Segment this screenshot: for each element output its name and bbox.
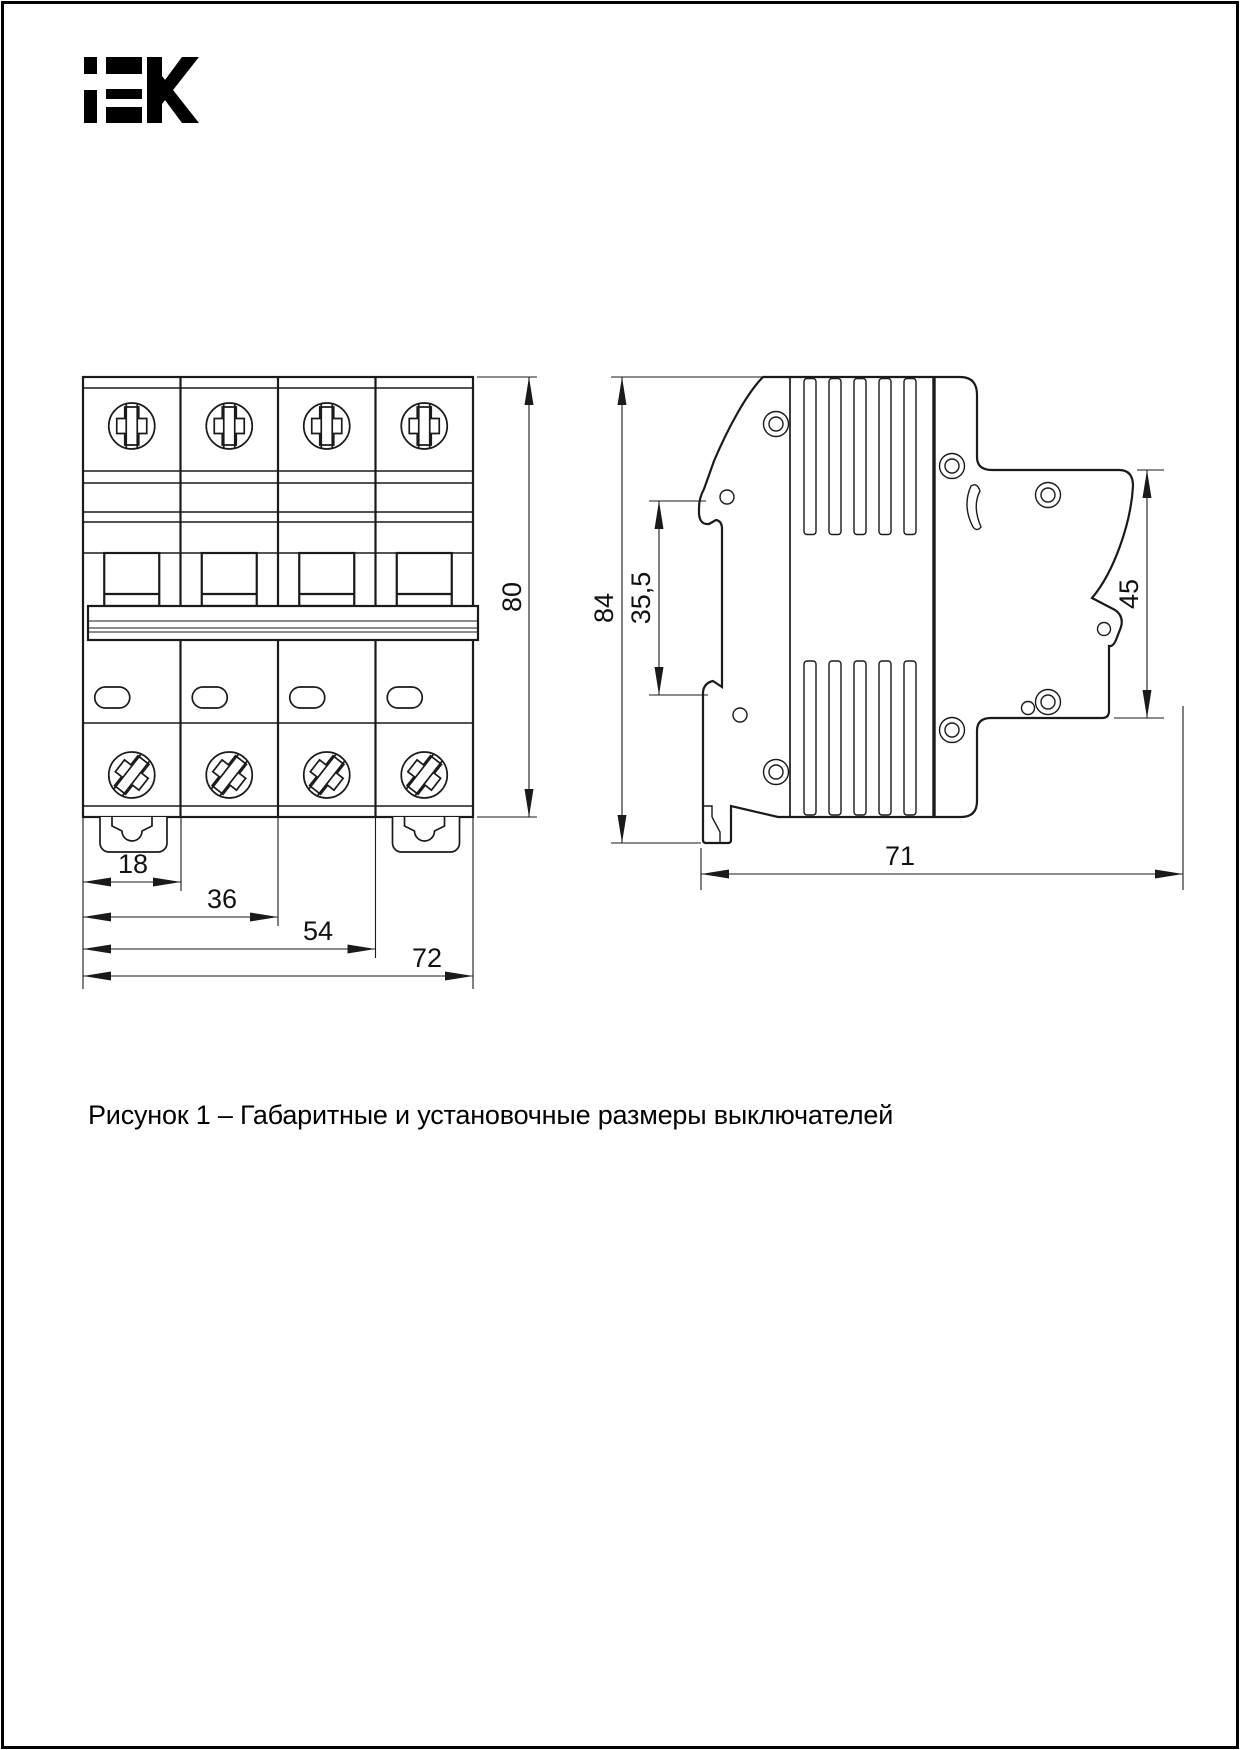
dim-label-80: 80 [497,581,527,613]
dim-label-72: 72 [411,943,443,973]
side-view [589,377,1183,890]
front-view [83,377,537,989]
dim-label-35-5: 35,5 [626,571,656,625]
front-height-dimension [477,377,537,817]
dim-label-18: 18 [117,849,149,879]
dim-label-36: 36 [206,884,238,914]
dim-label-45: 45 [1114,578,1144,610]
dim-label-71: 71 [884,841,916,871]
din-recess-dimension [626,501,708,695]
dim-label-84: 84 [589,592,619,624]
dim-label-54: 54 [302,916,334,946]
din-clips [100,817,460,852]
figure-caption: Рисунок 1 – Габаритные и установочные размеры выключателей [88,1100,894,1130]
handle-tie-bar [88,606,478,640]
